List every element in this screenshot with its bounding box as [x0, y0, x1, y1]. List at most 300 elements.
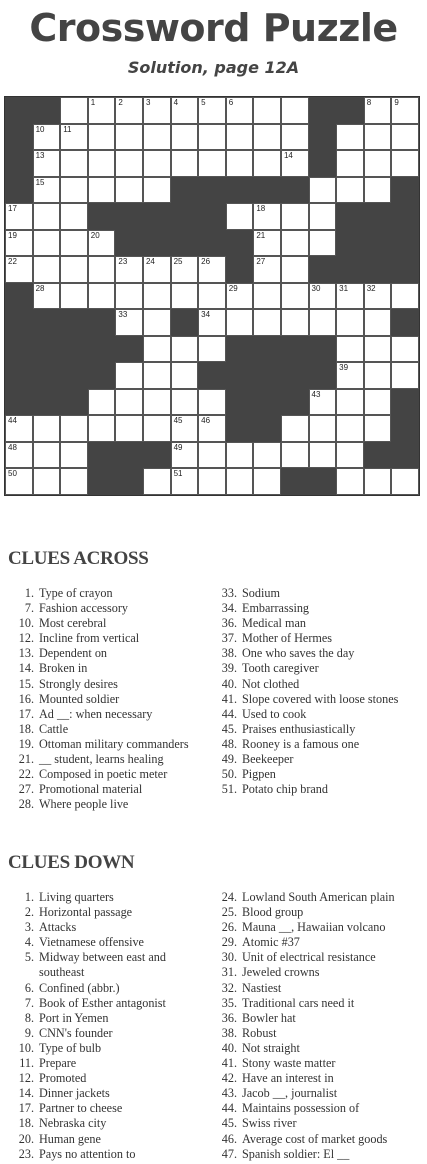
grid-cell[interactable] [88, 124, 116, 151]
grid-cell[interactable] [281, 256, 309, 283]
down-clue [8, 1086, 199, 1101]
grid-cell[interactable] [171, 362, 199, 389]
clue-number: 17. [18, 1101, 34, 1116]
down-clue [211, 965, 395, 980]
clue-number: 36. [221, 616, 237, 631]
grid-cell[interactable] [171, 97, 199, 124]
down-clue [211, 890, 395, 905]
clue-number: 39. [221, 661, 237, 676]
grid-cell[interactable] [364, 283, 392, 310]
grid-cell[interactable] [253, 468, 281, 495]
grid-cell-black [88, 336, 116, 363]
grid-cell[interactable] [115, 97, 143, 124]
grid-cell[interactable] [33, 442, 61, 469]
grid-cell[interactable] [33, 283, 61, 310]
grid-cell-black [309, 362, 337, 389]
clue-number: 28 [35, 283, 45, 293]
clue-number: 18 [256, 204, 266, 213]
clue-text: Used to cook [242, 706, 307, 721]
grid-cell[interactable] [364, 362, 392, 389]
grid-cell[interactable] [88, 389, 116, 416]
clue-number: 45. [221, 1116, 237, 1131]
clue-text: Sodium [242, 586, 280, 600]
grid-cell[interactable] [198, 97, 226, 124]
clue-text: Most cerebral [39, 616, 107, 631]
grid-cell-black [336, 256, 364, 283]
grid-cell[interactable] [364, 389, 392, 416]
grid-cell[interactable] [198, 468, 226, 495]
grid-cell[interactable] [143, 124, 171, 151]
grid-cell[interactable] [391, 336, 419, 363]
grid-cell[interactable] [253, 150, 281, 177]
grid-cell[interactable] [33, 230, 61, 257]
grid-cell-black [143, 442, 171, 469]
clue-number: 6 [228, 98, 234, 107]
grid-cell-black [5, 124, 33, 151]
clue-text: Pigpen [242, 767, 276, 782]
grid-cell[interactable] [143, 415, 171, 442]
clue-number: 13 [35, 151, 45, 160]
clue-number: 19 [8, 230, 17, 240]
clue-text: Robust [242, 1025, 277, 1040]
clue-text: Partner to cheese [39, 1101, 123, 1116]
clue-number: 24 [145, 257, 155, 266]
grid-cell[interactable] [171, 389, 199, 416]
grid-cell[interactable] [198, 283, 226, 310]
grid-cell-black [364, 442, 392, 469]
clue-text: Composed in poetic meter [39, 767, 168, 782]
grid-cell-black [309, 468, 337, 495]
grid-cell[interactable] [198, 124, 226, 151]
clue-number: 44. [221, 706, 237, 721]
grid-cell[interactable] [309, 283, 337, 310]
clue-text: Swiss river [242, 1116, 297, 1131]
grid-cell[interactable] [391, 97, 419, 124]
clue-text: Jeweled crowns [242, 965, 320, 980]
grid-cell[interactable] [5, 256, 33, 283]
down-clue [8, 935, 199, 950]
grid-cell[interactable] [364, 97, 392, 124]
grid-cell[interactable] [60, 150, 88, 177]
grid-cell[interactable] [5, 415, 33, 442]
down-clue [8, 890, 199, 905]
clues-across-column-2 [211, 586, 398, 797]
clue-text: Embarrassing [242, 601, 310, 616]
clue-number: 27 [256, 257, 266, 266]
grid-cell-black [336, 230, 364, 257]
clue-text: Atomic #37 [242, 935, 300, 950]
grid-cell[interactable] [364, 415, 392, 442]
grid-cell[interactable] [253, 203, 281, 230]
grid-cell-black [5, 362, 33, 389]
grid-cell[interactable] [364, 150, 392, 177]
grid-cell[interactable] [281, 150, 309, 177]
grid-cell[interactable] [281, 309, 309, 336]
grid-cell[interactable] [226, 150, 254, 177]
clue-number: 10. [18, 616, 34, 631]
grid-cell[interactable] [171, 415, 199, 442]
grid-cell-black [198, 203, 226, 230]
grid-cell[interactable] [226, 203, 254, 230]
grid-cell[interactable] [391, 468, 419, 495]
grid-cell[interactable] [364, 309, 392, 336]
grid-cell[interactable] [253, 256, 281, 283]
grid-cell[interactable] [143, 150, 171, 177]
grid-cell[interactable] [60, 256, 88, 283]
clue-number: 8 [366, 98, 372, 107]
clue-number: 12. [18, 1071, 34, 1086]
grid-cell-black [143, 230, 171, 257]
grid-cell-black [226, 415, 254, 442]
grid-cell[interactable] [226, 124, 254, 151]
grid-cell-black [5, 389, 33, 416]
clue-text: Port in Yemen [39, 1010, 109, 1025]
clue-number: 51 [173, 469, 183, 478]
grid-cell-black [226, 230, 254, 257]
grid-cell[interactable] [88, 256, 116, 283]
grid-cell[interactable] [309, 442, 337, 469]
clue-number: 25 [173, 257, 183, 266]
grid-cell[interactable] [115, 283, 143, 310]
down-clue [211, 1101, 395, 1116]
clues-across-heading: CLUES ACROSS [8, 548, 149, 569]
clue-text: Promotional material [39, 782, 143, 797]
grid-cell[interactable] [309, 415, 337, 442]
grid-cell[interactable] [88, 177, 116, 204]
clue-text: Promoted [39, 1071, 87, 1086]
grid-cell[interactable] [33, 150, 61, 177]
grid-cell-black [226, 336, 254, 363]
grid-cell[interactable] [364, 336, 392, 363]
down-clue [211, 1086, 395, 1101]
down-clue [211, 1026, 395, 1041]
grid-cell[interactable] [88, 150, 116, 177]
clue-number: 47. [221, 1146, 237, 1161]
clue-text: Mounted soldier [39, 691, 120, 706]
across-clue [211, 586, 398, 601]
grid-cell[interactable] [281, 230, 309, 257]
clue-number: 18. [18, 721, 34, 736]
grid-cell-black [33, 97, 61, 124]
grid-cell[interactable] [115, 124, 143, 151]
grid-cell[interactable] [391, 362, 419, 389]
grid-cell[interactable] [5, 203, 33, 230]
grid-cell[interactable] [33, 415, 61, 442]
clue-text: CNN's founder [39, 1025, 113, 1040]
clue-text: Book of Esther antagonist [39, 995, 166, 1010]
down-clue [8, 1147, 199, 1162]
grid-cell-black [391, 230, 419, 257]
grid-cell[interactable] [33, 203, 61, 230]
grid-cell[interactable] [336, 177, 364, 204]
clue-text: Unit of electrical resistance [242, 950, 376, 965]
clue-text: Dinner jackets [39, 1086, 110, 1101]
grid-cell[interactable] [336, 124, 364, 151]
grid-cell[interactable] [281, 97, 309, 124]
grid-cell[interactable] [5, 230, 33, 257]
grid-cell[interactable] [60, 230, 88, 257]
grid-cell-black [115, 468, 143, 495]
grid-cell[interactable] [253, 230, 281, 257]
grid-cell[interactable] [60, 468, 88, 495]
grid-cell[interactable] [198, 309, 226, 336]
grid-cell-black [33, 336, 61, 363]
grid-cell[interactable] [198, 336, 226, 363]
clue-text: Type of bulb [39, 1040, 102, 1055]
grid-cell[interactable] [391, 283, 419, 310]
grid-cell[interactable] [171, 468, 199, 495]
clues-down-heading: CLUES DOWN [8, 852, 135, 873]
clues-down-column-2 [211, 890, 395, 1162]
clue-number: 3 [145, 98, 151, 107]
clue-number: 51. [221, 782, 237, 797]
grid-cell[interactable] [309, 203, 337, 230]
grid-cell[interactable] [253, 283, 281, 310]
clue-text: Slope covered with loose stones [242, 691, 399, 706]
clue-text: Confined (abbr.) [39, 980, 120, 995]
grid-cell[interactable] [60, 97, 88, 124]
grid-cell[interactable] [391, 150, 419, 177]
grid-cell[interactable] [115, 177, 143, 204]
down-clue [211, 1116, 395, 1131]
across-clue [211, 646, 398, 661]
grid-cell-black [226, 177, 254, 204]
grid-cell[interactable] [309, 389, 337, 416]
grid-cell[interactable] [281, 203, 309, 230]
grid-cell[interactable] [309, 230, 337, 257]
clue-number: 14 [283, 151, 293, 160]
grid-cell[interactable] [60, 283, 88, 310]
grid-cell[interactable] [226, 442, 254, 469]
grid-cell[interactable] [88, 283, 116, 310]
grid-cell[interactable] [171, 283, 199, 310]
puzzle-subtitle: Solution, page 12A [127, 58, 300, 77]
grid-cell[interactable] [60, 203, 88, 230]
down-clue [8, 905, 199, 920]
clue-text: Jacob __, journalist [242, 1086, 338, 1101]
grid-cell[interactable] [33, 124, 61, 151]
grid-cell[interactable] [253, 124, 281, 151]
clue-text: Not straight [242, 1040, 300, 1055]
grid-cell-black [115, 203, 143, 230]
clue-number: 16. [18, 691, 34, 706]
across-clue [211, 722, 398, 737]
grid-cell[interactable] [226, 309, 254, 336]
grid-cell[interactable] [336, 309, 364, 336]
clues-down-column-1 [8, 890, 199, 1162]
clue-text: Have an interest in [242, 1071, 334, 1086]
grid-cell[interactable] [143, 256, 171, 283]
grid-cell[interactable] [364, 124, 392, 151]
grid-cell[interactable] [226, 283, 254, 310]
clue-number: 26 [201, 257, 211, 266]
grid-cell[interactable] [60, 442, 88, 469]
grid-cell-black [33, 362, 61, 389]
grid-cell[interactable] [281, 415, 309, 442]
grid-cell[interactable] [391, 124, 419, 151]
grid-cell[interactable] [5, 468, 33, 495]
grid-cell[interactable] [253, 442, 281, 469]
clue-number: 35. [221, 995, 237, 1010]
grid-cell-black [281, 389, 309, 416]
grid-cell-black [336, 203, 364, 230]
grid-cell[interactable] [115, 389, 143, 416]
clue-text: Blood group [242, 905, 304, 920]
grid-cell[interactable] [60, 415, 88, 442]
clue-number: 49 [173, 442, 183, 452]
clue-text: Potato chip brand [242, 782, 328, 797]
clue-text: Fashion accessory [39, 601, 129, 616]
grid-cell-black [309, 124, 337, 151]
grid-cell[interactable] [171, 442, 199, 469]
clue-number: 25. [221, 905, 237, 920]
grid-cell-black [198, 230, 226, 257]
grid-cell[interactable] [198, 150, 226, 177]
grid-cell[interactable] [171, 150, 199, 177]
grid-cell[interactable] [143, 309, 171, 336]
across-clue [8, 767, 189, 782]
grid-cell[interactable] [171, 256, 199, 283]
clue-number: 24. [221, 890, 237, 904]
clue-number: 33. [221, 586, 237, 600]
clue-number: 10. [18, 1040, 34, 1055]
grid-cell[interactable] [336, 283, 364, 310]
clue-number: 46 [201, 416, 211, 425]
clue-number: 18. [18, 1116, 34, 1131]
down-clue [211, 935, 395, 950]
clue-number: 6. [24, 980, 34, 995]
down-clue [8, 1116, 199, 1131]
grid-cell-black [171, 309, 199, 336]
grid-cell[interactable] [88, 97, 116, 124]
grid-cell-black [253, 177, 281, 204]
clue-number: 7. [24, 995, 34, 1010]
grid-cell[interactable] [143, 283, 171, 310]
grid-cell[interactable] [33, 256, 61, 283]
grid-cell[interactable] [336, 442, 364, 469]
grid-cell[interactable] [198, 442, 226, 469]
grid-cell-black [281, 336, 309, 363]
grid-cell[interactable] [336, 336, 364, 363]
grid-cell[interactable] [336, 468, 364, 495]
grid-cell[interactable] [33, 177, 61, 204]
grid-cell[interactable] [253, 97, 281, 124]
clue-text: Midway between east and southeast [39, 950, 166, 980]
clue-number: 10 [35, 124, 45, 134]
down-clue [8, 1026, 199, 1041]
clue-number: 9 [394, 98, 399, 107]
clue-number: 8. [24, 1010, 34, 1025]
down-clue [211, 981, 395, 996]
clue-number: 27. [18, 782, 34, 797]
grid-cell[interactable] [226, 97, 254, 124]
grid-cell[interactable] [336, 389, 364, 416]
down-clue [211, 1041, 395, 1056]
grid-cell[interactable] [336, 150, 364, 177]
clue-number: 15 [35, 177, 45, 187]
grid-cell[interactable] [33, 468, 61, 495]
clue-text: Broken in [39, 661, 88, 676]
grid-cell-black [309, 97, 337, 124]
grid-cell[interactable] [281, 442, 309, 469]
grid-cell[interactable] [336, 362, 364, 389]
grid-cell[interactable] [143, 468, 171, 495]
clue-number: 1. [24, 586, 34, 600]
grid-cell[interactable] [143, 97, 171, 124]
grid-cell[interactable] [198, 389, 226, 416]
clue-text: Pays no attention to [39, 1146, 136, 1161]
clue-text: Dependent on [39, 646, 108, 661]
grid-cell[interactable] [143, 362, 171, 389]
grid-cell[interactable] [364, 177, 392, 204]
grid-cell[interactable] [226, 468, 254, 495]
grid-cell[interactable] [171, 124, 199, 151]
grid-cell[interactable] [5, 442, 33, 469]
clue-number: 23 [118, 257, 128, 266]
grid-cell-black [60, 336, 88, 363]
grid-cell[interactable] [60, 124, 88, 151]
grid-cell[interactable] [143, 177, 171, 204]
grid-cell[interactable] [281, 283, 309, 310]
grid-cell[interactable] [198, 256, 226, 283]
grid-cell[interactable] [115, 415, 143, 442]
clue-number: 12. [18, 631, 34, 646]
grid-cell[interactable] [309, 177, 337, 204]
clue-text: Nebraska city [39, 1116, 107, 1131]
across-clue [211, 601, 398, 616]
grid-cell[interactable] [115, 362, 143, 389]
clue-number: 13. [18, 646, 34, 661]
clue-number: 21. [18, 752, 34, 767]
clue-number: 34 [201, 310, 211, 319]
grid-cell-black [391, 442, 419, 469]
down-clue [211, 920, 395, 935]
grid-cell[interactable] [143, 389, 171, 416]
across-clue [8, 677, 189, 692]
grid-cell[interactable] [115, 150, 143, 177]
grid-cell[interactable] [88, 415, 116, 442]
grid-cell[interactable] [281, 124, 309, 151]
clue-number: 17 [8, 204, 17, 213]
grid-cell-black [33, 309, 61, 336]
clue-number: 36. [221, 1010, 237, 1025]
down-clue [8, 1056, 199, 1071]
grid-cell[interactable] [253, 309, 281, 336]
grid-cell[interactable] [115, 309, 143, 336]
grid-cell[interactable] [336, 415, 364, 442]
grid-cell[interactable] [171, 336, 199, 363]
grid-cell-black [5, 150, 33, 177]
down-clue [8, 1071, 199, 1086]
grid-cell[interactable] [115, 256, 143, 283]
grid-cell-black [88, 362, 116, 389]
grid-cell-black [336, 97, 364, 124]
grid-cell[interactable] [198, 415, 226, 442]
clue-text: Maintains possession of [242, 1101, 360, 1116]
clue-number: 14. [18, 1086, 34, 1101]
grid-cell-black [88, 203, 116, 230]
clue-number: 41. [221, 1056, 237, 1071]
across-clue [8, 692, 189, 707]
grid-cell[interactable] [88, 230, 116, 257]
clue-number: 43 [311, 389, 321, 399]
grid-cell[interactable] [364, 468, 392, 495]
clue-text: Lowland South American plain [242, 890, 395, 904]
clue-text: Stony waste matter [242, 1056, 336, 1071]
grid-cell[interactable] [309, 309, 337, 336]
grid-cell[interactable] [143, 336, 171, 363]
grid-cell[interactable] [60, 177, 88, 204]
